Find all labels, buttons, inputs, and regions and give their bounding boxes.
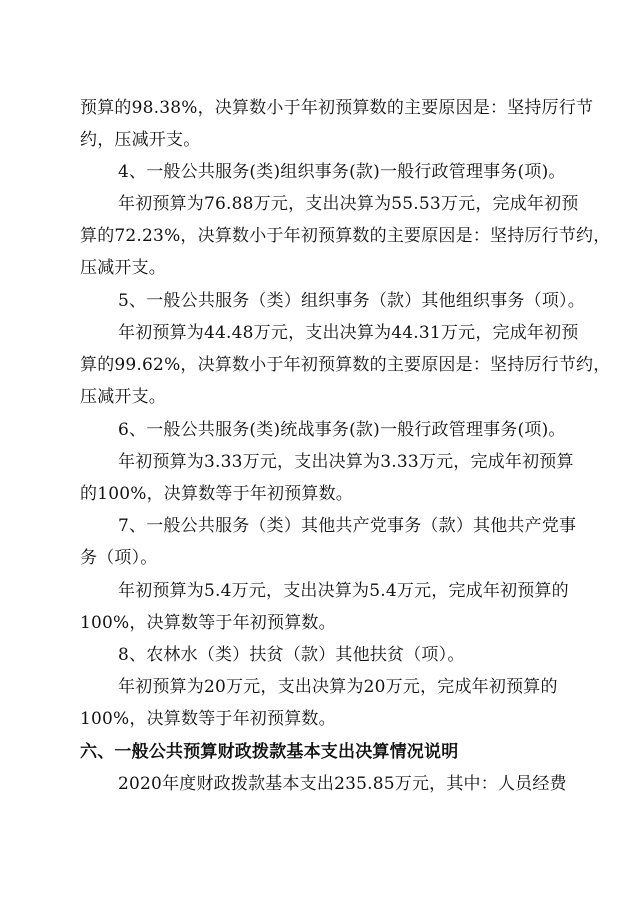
paragraph-line: 年初预算为20万元，支出决算为20万元，完成年初预算的 <box>118 677 558 697</box>
item-4-heading: 4、一般公共服务(类)组织事务(款)一般行政管理事务(项)。 <box>118 162 566 182</box>
paragraph-line: 预算的98.38%，决算数小于年初预算数的主要原因是：坚持厉行节 <box>80 98 594 118</box>
item-5-heading: 5、一般公共服务（类）组织事务（款）其他组织事务（项）。 <box>118 291 585 311</box>
paragraph-line: 100%，决算数等于年初预算数。 <box>80 709 336 729</box>
item-6-heading: 6、一般公共服务(类)统战事务(款)一般行政管理事务(项)。 <box>118 420 566 440</box>
paragraph-line: 约，压减开支。 <box>80 130 201 150</box>
item-8-heading: 8、农林水（类）扶贫（款）其他扶贫（项）。 <box>118 645 465 665</box>
paragraph-line: 算的99.62%，决算数小于年初预算数的主要原因是：坚持厉行节约， <box>80 355 611 375</box>
section-six-heading: 六、一般公共预算财政拨款基本支出决算情况说明 <box>80 742 459 762</box>
paragraph-line: 年初预算为3.33万元，支出决算为3.33万元，完成年初预算 <box>118 452 574 472</box>
paragraph-line: 算的72.23%，决算数小于年初预算数的主要原因是：坚持厉行节约， <box>80 226 611 246</box>
paragraph-line: 2020年度财政拨款基本支出235.85万元，其中：人员经费 <box>118 774 567 794</box>
item-7-heading: 7、一般公共服务（类）其他共产党事务（款）其他共产党事 <box>118 516 577 536</box>
paragraph-line: 100%，决算数等于年初预算数。 <box>80 613 336 633</box>
paragraph-line: 压减开支。 <box>80 387 166 407</box>
paragraph-line: 务（项）。 <box>80 548 158 568</box>
paragraph-line: 的100%，决算数等于年初预算数。 <box>80 484 354 504</box>
paragraph-line: 年初预算为5.4万元，支出决算为5.4万元，完成年初预算的 <box>118 581 569 601</box>
paragraph-line: 压减开支。 <box>80 258 166 278</box>
paragraph-line: 年初预算为76.88万元，支出决算为55.53万元，完成年初预 <box>118 194 579 214</box>
paragraph-line: 年初预算为44.48万元，支出决算为44.31万元，完成年初预 <box>118 323 579 343</box>
